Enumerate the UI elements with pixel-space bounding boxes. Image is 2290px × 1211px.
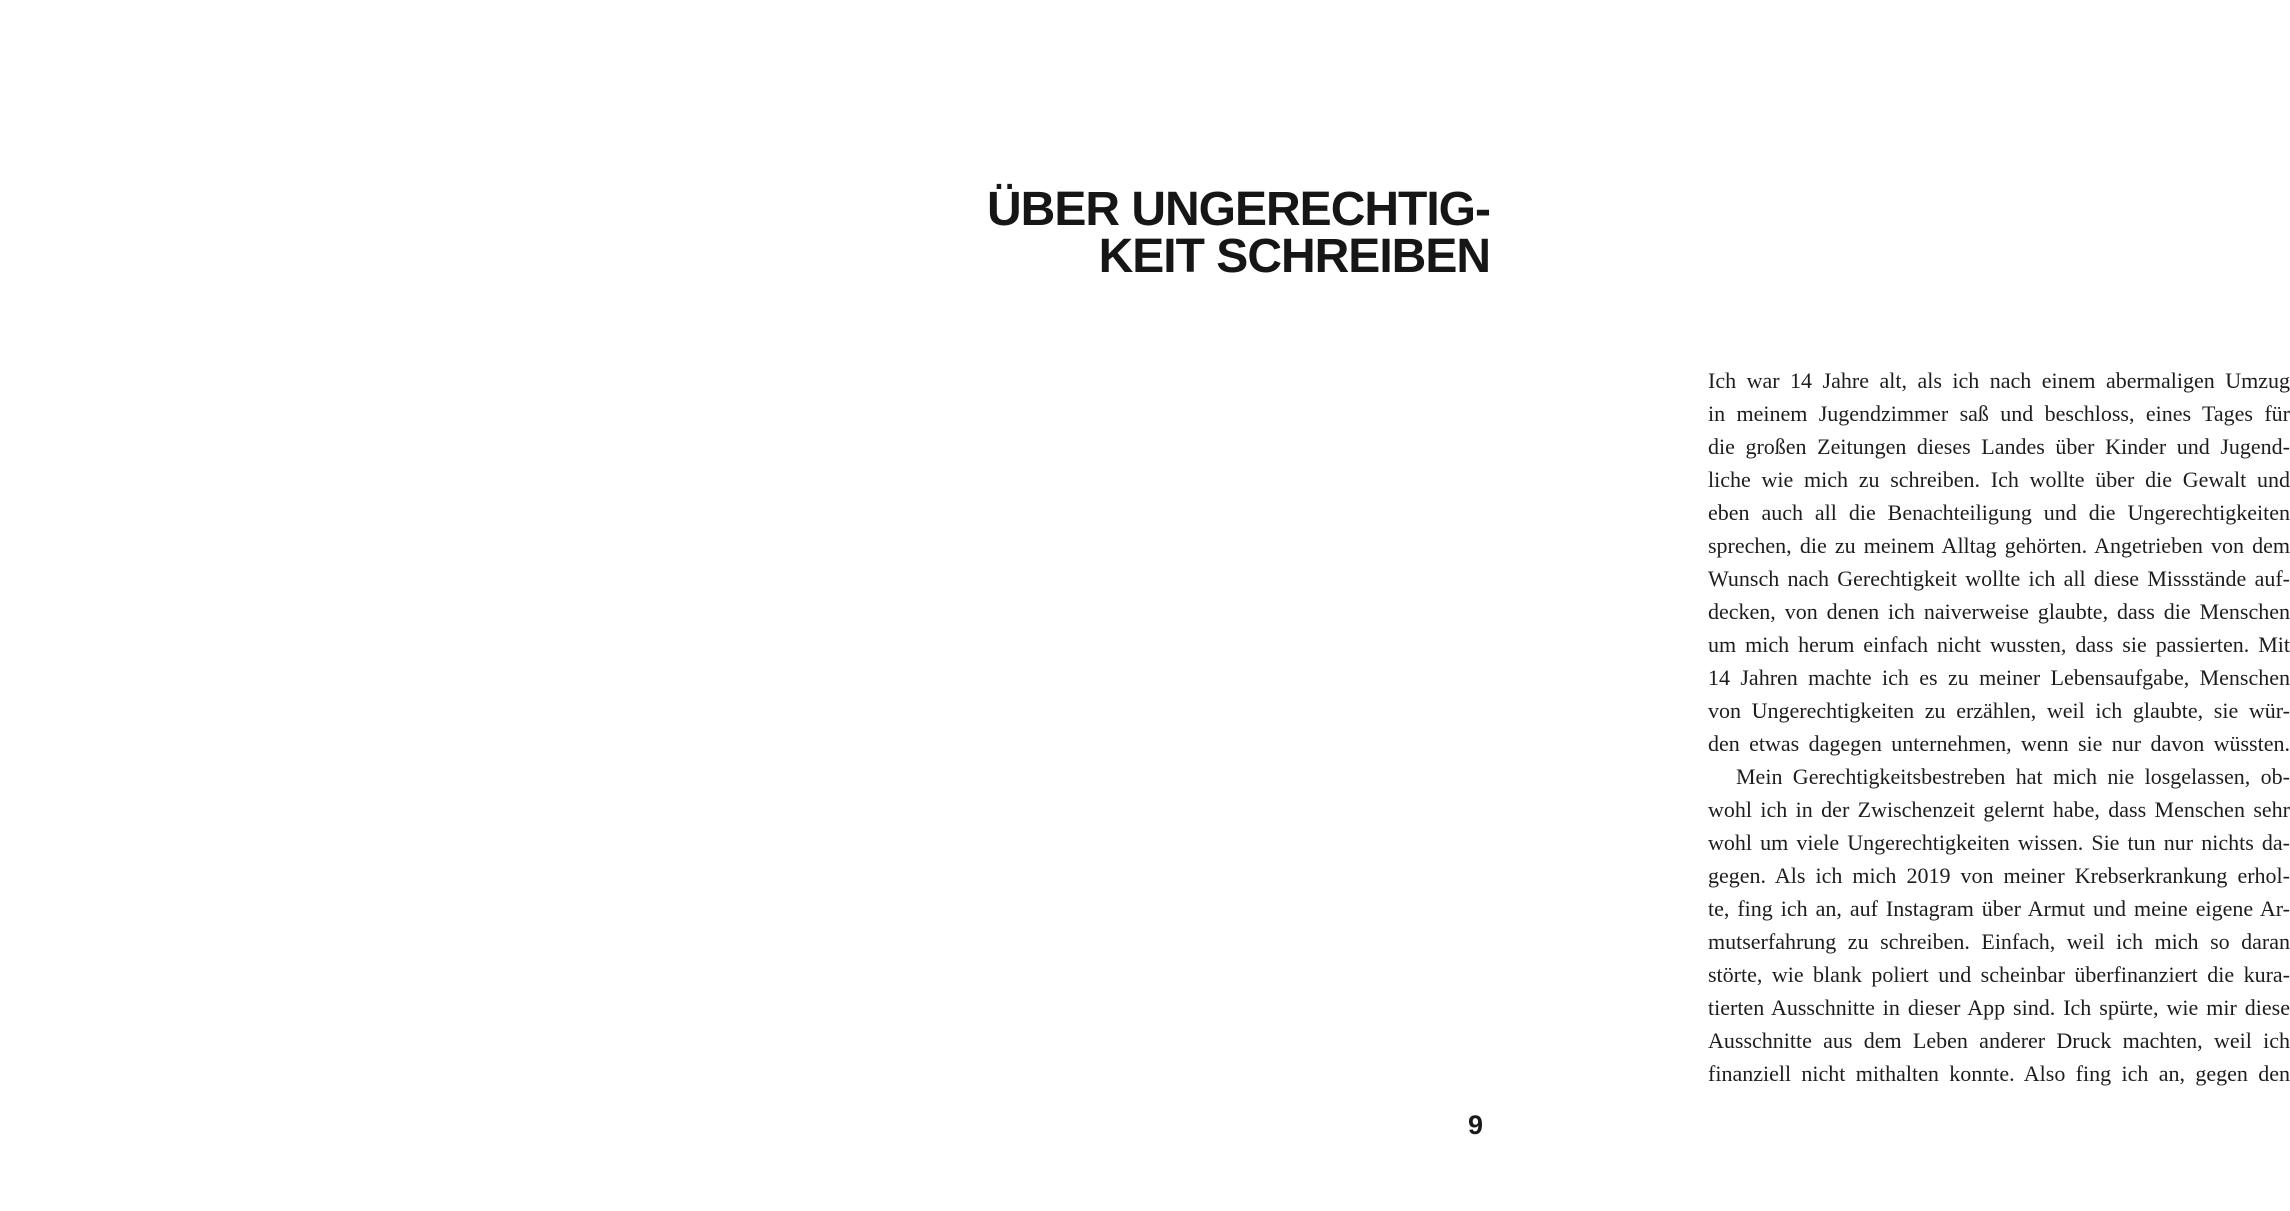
body-text [1708, 364, 2290, 1090]
body-line: sprechen, die zu meinem Alltag gehörten. Angetrieben von dem [1708, 533, 2290, 558]
right-page [803, 0, 2290, 1211]
chapter-title-line-2: KEIT SCHREIBEN [1098, 230, 1490, 283]
chapter-title-line-1: ÜBER UNGERECHTIG- [986, 183, 1490, 236]
body-line: um mich herum einfach nicht wussten, dass sie passierten. Mit [1708, 632, 2290, 657]
page-number: 9 [1467, 1110, 1483, 1140]
left-page-blank [0, 0, 803, 1211]
body-line: eben auch all die Benachteiligung und die Ungerechtigkeiten [1708, 500, 2290, 525]
chapter-title [730, 183, 1490, 283]
body-line: tierten Ausschnitte in dieser App sind. Ich spürte, wie mir diese [1708, 995, 2290, 1020]
body-line: gegen. Als ich mich 2019 von meiner Krebserkrankung erhol- [1708, 863, 2290, 888]
body-line: finanziell nicht mithalten konnte. Also fing ich an, gegen den [1708, 1061, 2290, 1086]
body-line: wohl ich in der Zwischenzeit gelernt habe, dass Menschen sehr [1708, 797, 2290, 822]
body-line: störte, wie blank poliert und scheinbar überfinanziert die kura- [1708, 962, 2290, 987]
body-line: Mein Gerechtigkeitsbestreben hat mich nie losgelassen, ob- [1736, 764, 2290, 789]
body-line: die großen Zeitungen dieses Landes über Kinder und Jugend- [1708, 434, 2290, 459]
body-line: decken, von denen ich naiverweise glaubte, dass die Menschen [1708, 599, 2290, 624]
body-line: mutserfahrung zu schreiben. Einfach, weil ich mich so daran [1708, 929, 2290, 954]
body-line: in meinem Jugendzimmer saß und beschloss, eines Tages für [1708, 401, 2290, 426]
body-line: den etwas dagegen unternehmen, wenn sie nur davon wüssten. [1708, 731, 2290, 756]
body-line: Wunsch nach Gerechtigkeit wollte ich all diese Missstände auf- [1708, 566, 2290, 591]
paragraph [1708, 364, 2290, 760]
body-line: 14 Jahren machte ich es zu meiner Lebensaufgabe, Menschen [1708, 665, 2290, 690]
body-line: Ich war 14 Jahre alt, als ich nach einem abermaligen Umzug [1708, 368, 2290, 393]
body-line: liche wie mich zu schreiben. Ich wollte über die Gewalt und [1708, 467, 2290, 492]
body-line: wohl um viele Ungerechtigkeiten wissen. Sie tun nur nichts da- [1708, 830, 2290, 855]
body-line: te, fing ich an, auf Instagram über Armut und meine eigene Ar- [1708, 896, 2290, 921]
body-line: Ausschnitte aus dem Leben anderer Druck machten, weil ich [1708, 1028, 2290, 1053]
body-line: von Ungerechtigkeiten zu erzählen, weil ich glaubte, sie wür- [1708, 698, 2290, 723]
paragraph [1708, 760, 2290, 1090]
